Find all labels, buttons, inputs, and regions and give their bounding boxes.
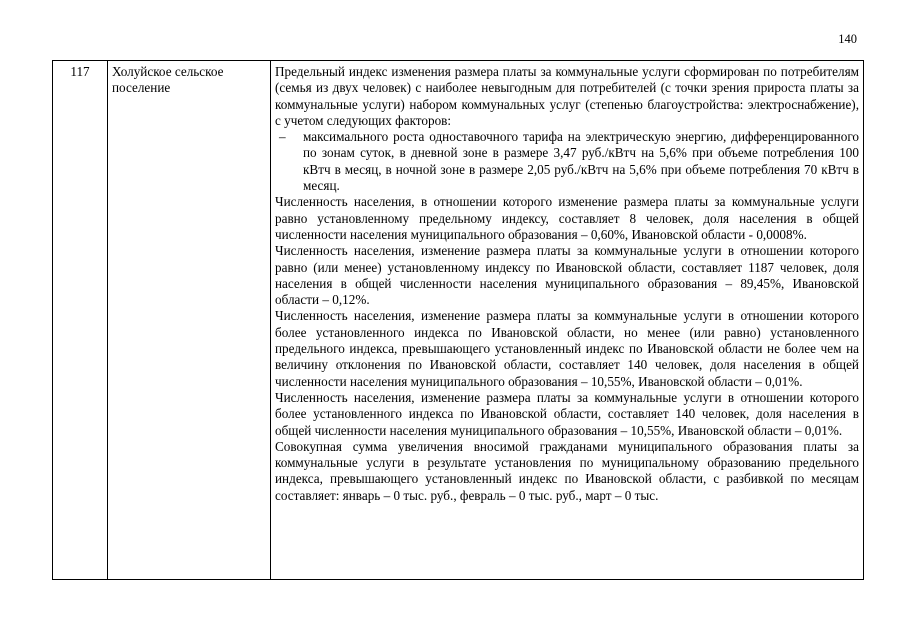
paragraph-at-limit-index: Численность населения, в отношении которого изменение размера платы за коммунальные услуги равно установленному предельному индексу, составляет 8 человек, доля населения в общей численности населения муниципального образования – 0,60%, Ивановской области - 0,0008%. bbox=[275, 194, 859, 242]
factor-list-item bbox=[275, 129, 859, 194]
municipality-table bbox=[52, 60, 864, 580]
paragraph-above-regional-index: Численность населения, изменение размера платы за коммунальные услуги в отношении которого более установленного индекса по Ивановской области, составляет 140 человек, доля населения в общей численности населения муниципального образования – 10,55%, Ивановской области – 0,01%. bbox=[275, 389, 859, 438]
intro-paragraph: Предельный индекс изменения размера платы за коммунальные услуги сформирован по потребителям (семья из двух человек) с наиболее невыгодным для потребителей (с точки зрения прироста платы за коммунальные услуги) набором коммунальных услуг (степенью благоустройства: электроснабжение), с учетом следующих факторов: bbox=[275, 64, 859, 128]
paragraph-below-regional-index: Численность населения, изменение размера платы за коммунальные услуги в отношении которого равно (или менее) установленному индексу по Ивановской области, составляет 1187 человек, доля населения в общей численности населения муниципального образования – 89,45%, Ивановской области – 0,12%. bbox=[275, 243, 859, 308]
row-number: 117 bbox=[53, 61, 108, 580]
factor-text: максимального роста одноставочного тарифа на электрическую энергию, дифференцированного по зонам суток, в дневной зоне в размере 3,47 руб./кВтч на 5,6% при объеме потребления 100 кВтч в месяц, в ночной зоне в размере 2,05 руб./кВтч на 5,6% при объеме потребления 70 кВтч в месяц. bbox=[303, 129, 859, 194]
paragraph-between-indices: Численность населения, изменение размера платы за коммунальные услуги в отношении которого более установленного индекса по Ивановской области, но менее (или равно) установленного предельного индекса, превышающего установленный индекс по Ивановской области не более чем на величину отклонения по Ивановской области, составляет 140 человек, доля населения в общей численности населения муниципального образования – 10,55%, Ивановской области – 0,01%. bbox=[275, 308, 859, 389]
row-description bbox=[271, 61, 864, 580]
paragraph-total-increase: Совокупная сумма увеличения вносимой гражданами муниципального образования платы за коммунальные услуги в результате установления по муниципальному образованию предельного индекса, превышающего установленный индекс по Ивановской области, с разбивкой по месяцам составляет: январь – 0 тыс. руб., февраль – 0 тыс. руб., март – 0 тыс. bbox=[275, 438, 859, 503]
page-number: 140 bbox=[838, 32, 857, 46]
municipality-name: Холуйское сельское поселение bbox=[108, 61, 271, 580]
table-row bbox=[53, 61, 864, 580]
dash-bullet-icon: – bbox=[279, 129, 286, 145]
